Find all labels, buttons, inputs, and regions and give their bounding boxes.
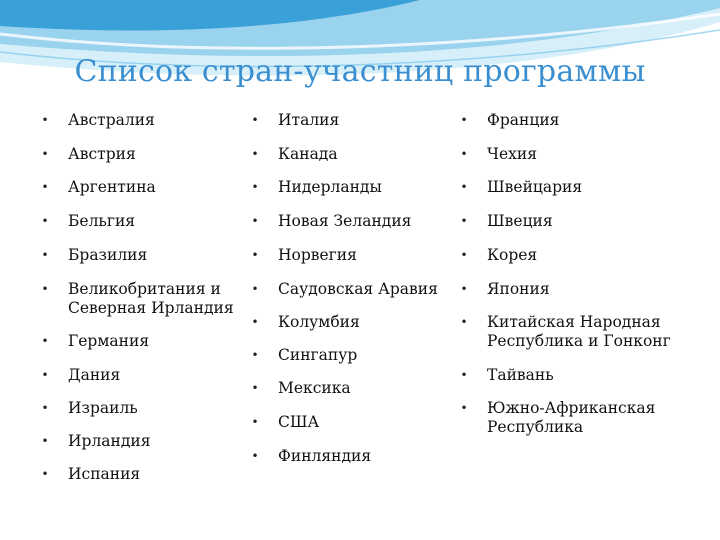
country-name bbox=[278, 379, 351, 398]
country-name-line: Аргентина bbox=[68, 178, 156, 196]
country-name-line: Сингапур bbox=[278, 346, 358, 364]
country-name bbox=[68, 280, 234, 318]
country-name bbox=[487, 111, 559, 130]
bullet-icon: • bbox=[41, 113, 49, 127]
bullet-icon: • bbox=[41, 401, 49, 415]
country-name-line: Швейцария bbox=[487, 178, 583, 196]
bullet-icon: • bbox=[251, 180, 259, 194]
bullet-icon: • bbox=[251, 315, 259, 329]
country-name-line: Норвегия bbox=[278, 246, 357, 264]
country-name-line: США bbox=[278, 413, 320, 431]
country-name-line: Корея bbox=[487, 246, 538, 264]
country-name-line: Республика bbox=[487, 418, 584, 436]
bullet-icon: • bbox=[41, 282, 49, 296]
country-name-line: Франция bbox=[487, 111, 560, 129]
bullet-icon: • bbox=[251, 348, 259, 362]
bullet-icon: • bbox=[460, 282, 468, 296]
country-name-line: Австралия bbox=[68, 111, 155, 129]
country-name-line: Испания bbox=[68, 465, 141, 483]
bullet-icon: • bbox=[41, 147, 49, 161]
country-name-line: Япония bbox=[487, 280, 550, 298]
country-name-line: Италия bbox=[278, 111, 340, 129]
bullet-icon: • bbox=[460, 401, 468, 415]
country-name bbox=[68, 366, 120, 385]
country-name bbox=[487, 313, 671, 351]
country-name-line: Нидерланды bbox=[278, 178, 382, 196]
country-name-line: Бельгия bbox=[68, 212, 136, 230]
country-name-line: Германия bbox=[68, 332, 150, 350]
country-name bbox=[487, 246, 537, 265]
bullet-icon: • bbox=[251, 381, 259, 395]
country-name-line: Австрия bbox=[68, 145, 136, 163]
bullet-icon: • bbox=[41, 368, 49, 382]
country-name bbox=[278, 246, 357, 265]
country-name bbox=[278, 413, 319, 432]
bullet-icon: • bbox=[460, 248, 468, 262]
country-name bbox=[68, 332, 149, 351]
country-name bbox=[487, 399, 655, 437]
country-name-line: Дания bbox=[68, 366, 121, 384]
country-name-line: Тайвань bbox=[487, 366, 554, 384]
country-name bbox=[487, 366, 554, 385]
country-name bbox=[68, 246, 147, 265]
country-name-line: Швеция bbox=[487, 212, 553, 230]
country-name-line: Саудовская Аравия bbox=[278, 280, 438, 298]
country-name bbox=[278, 145, 338, 164]
country-name-line: Северная Ирландия bbox=[68, 299, 234, 317]
country-name bbox=[487, 178, 582, 197]
bullet-icon: • bbox=[41, 467, 49, 481]
country-name bbox=[278, 346, 357, 365]
country-name bbox=[278, 111, 339, 130]
bullet-icon: • bbox=[41, 248, 49, 262]
country-name bbox=[68, 212, 135, 231]
bullet-icon: • bbox=[41, 334, 49, 348]
country-name-line: Канада bbox=[278, 145, 338, 163]
bullet-icon: • bbox=[41, 214, 49, 228]
bullet-icon: • bbox=[251, 147, 259, 161]
bullet-icon: • bbox=[251, 449, 259, 463]
country-name-line: Бразилия bbox=[68, 246, 148, 264]
bullet-icon: • bbox=[251, 214, 259, 228]
bullet-icon: • bbox=[251, 282, 259, 296]
country-name-line: Великобритания и bbox=[68, 280, 221, 298]
country-name bbox=[278, 178, 382, 197]
country-name bbox=[68, 145, 136, 164]
bullet-icon: • bbox=[41, 180, 49, 194]
bullet-icon: • bbox=[251, 248, 259, 262]
country-name-line: Израиль bbox=[68, 399, 138, 417]
bullet-icon: • bbox=[460, 180, 468, 194]
bullet-icon: • bbox=[251, 415, 259, 429]
country-name bbox=[278, 447, 371, 466]
country-name-line: Мексика bbox=[278, 379, 351, 397]
bullet-icon: • bbox=[41, 434, 49, 448]
country-name-line: Чехия bbox=[487, 145, 538, 163]
bullet-icon: • bbox=[460, 315, 468, 329]
country-name-line: Южно-Африканская bbox=[487, 399, 656, 417]
country-name bbox=[278, 212, 411, 231]
bullet-icon: • bbox=[460, 214, 468, 228]
country-name-line: Китайская Народная bbox=[487, 313, 661, 331]
country-name bbox=[487, 145, 537, 164]
page-title: Список стран-участниц программы bbox=[74, 54, 646, 89]
country-name bbox=[487, 280, 550, 299]
bullet-icon: • bbox=[460, 113, 468, 127]
country-name-line: Ирландия bbox=[68, 432, 151, 450]
country-name bbox=[68, 432, 151, 451]
bullet-icon: • bbox=[460, 368, 468, 382]
country-name bbox=[278, 280, 438, 299]
country-name-line: Республика и Гонконг bbox=[487, 332, 671, 350]
country-name bbox=[278, 313, 360, 332]
country-name-line: Колумбия bbox=[278, 313, 360, 331]
country-name bbox=[487, 212, 553, 231]
bullet-icon: • bbox=[460, 147, 468, 161]
bullet-icon: • bbox=[251, 113, 259, 127]
country-name bbox=[68, 178, 156, 197]
country-name-line: Финляндия bbox=[278, 447, 372, 465]
country-name bbox=[68, 465, 140, 484]
country-name-line: Новая Зеландия bbox=[278, 212, 412, 230]
country-name bbox=[68, 111, 155, 130]
country-name bbox=[68, 399, 138, 418]
